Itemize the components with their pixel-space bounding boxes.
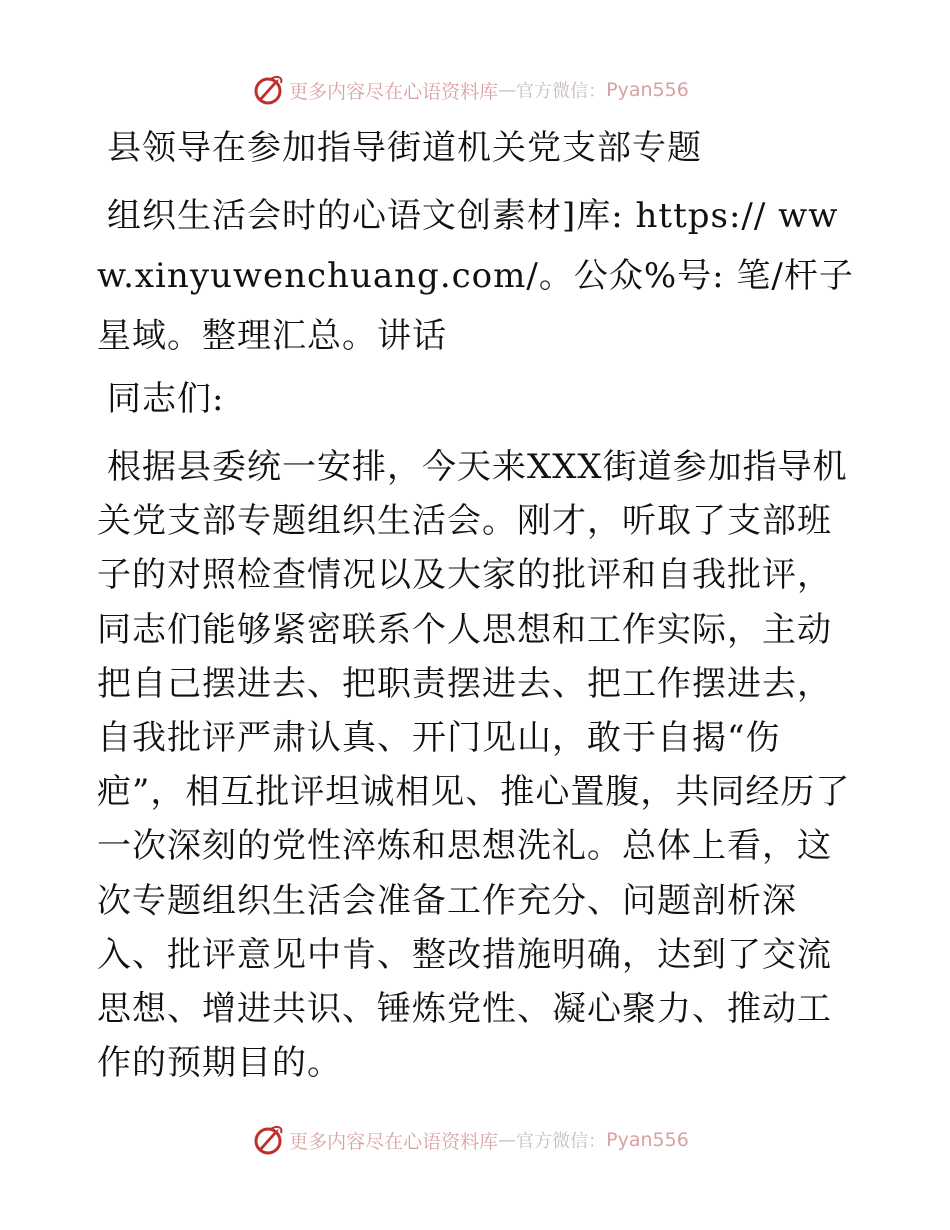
- intro-paragraph: 组织生活会时的心语文创素材]库: https:// www.xinyuwenchuang.com/。公众%号: 笔/杆子星域。整理汇总。讲话: [97, 196, 854, 356]
- body-paragraph: 根据县委统一安排，今天来XXX街道参加指导机关党支部专题组织生活会。刚才，听取了支部班子的对照检查情况以及大家的批评和自我批评，同志们能够紧密联系个人思想和工作实际，主动把自己摆进去、把职责摆进去、把工作摆进去，自我批评严肃认真、开门见山，敢于自揭“伤疤”，相互批评坦诚相见、推心置腹，共同经历了一次深刻的党性淬炼和思想洗礼。总体上看，这次专题组织生活会准备工作充分、问题剖析深入、批评意见中肯、整改措施明确，达到了交流思想、增进共识、锤炼党性、凝心聚力、推动工作的预期目的。: [97, 447, 851, 1084]
- watermark-site-text: 更多内容尽在心语资料库: [289, 80, 499, 103]
- watermark-wechat-id: Pyan556: [606, 79, 689, 101]
- header-watermark: [0, 70, 950, 110]
- watermark-separator: —: [498, 79, 517, 101]
- watermark-separator: —: [498, 1129, 517, 1151]
- watermark-wechat-label: 官方微信：: [516, 1131, 607, 1152]
- watermark-site-text: 更多内容尽在心语资料库: [289, 1130, 499, 1153]
- quill-pen-circle-icon: [251, 73, 285, 107]
- quill-pen-circle-icon: [251, 1123, 285, 1157]
- watermark-wechat-id: Pyan556: [606, 1129, 689, 1151]
- watermark-wechat-label: 官方微信：: [516, 81, 607, 102]
- document-body: [97, 122, 857, 1090]
- footer-watermark: [0, 1120, 950, 1160]
- document-title: 县领导在参加指导街道机关党支部专题: [107, 128, 702, 168]
- salutation: 同志们:: [107, 379, 225, 419]
